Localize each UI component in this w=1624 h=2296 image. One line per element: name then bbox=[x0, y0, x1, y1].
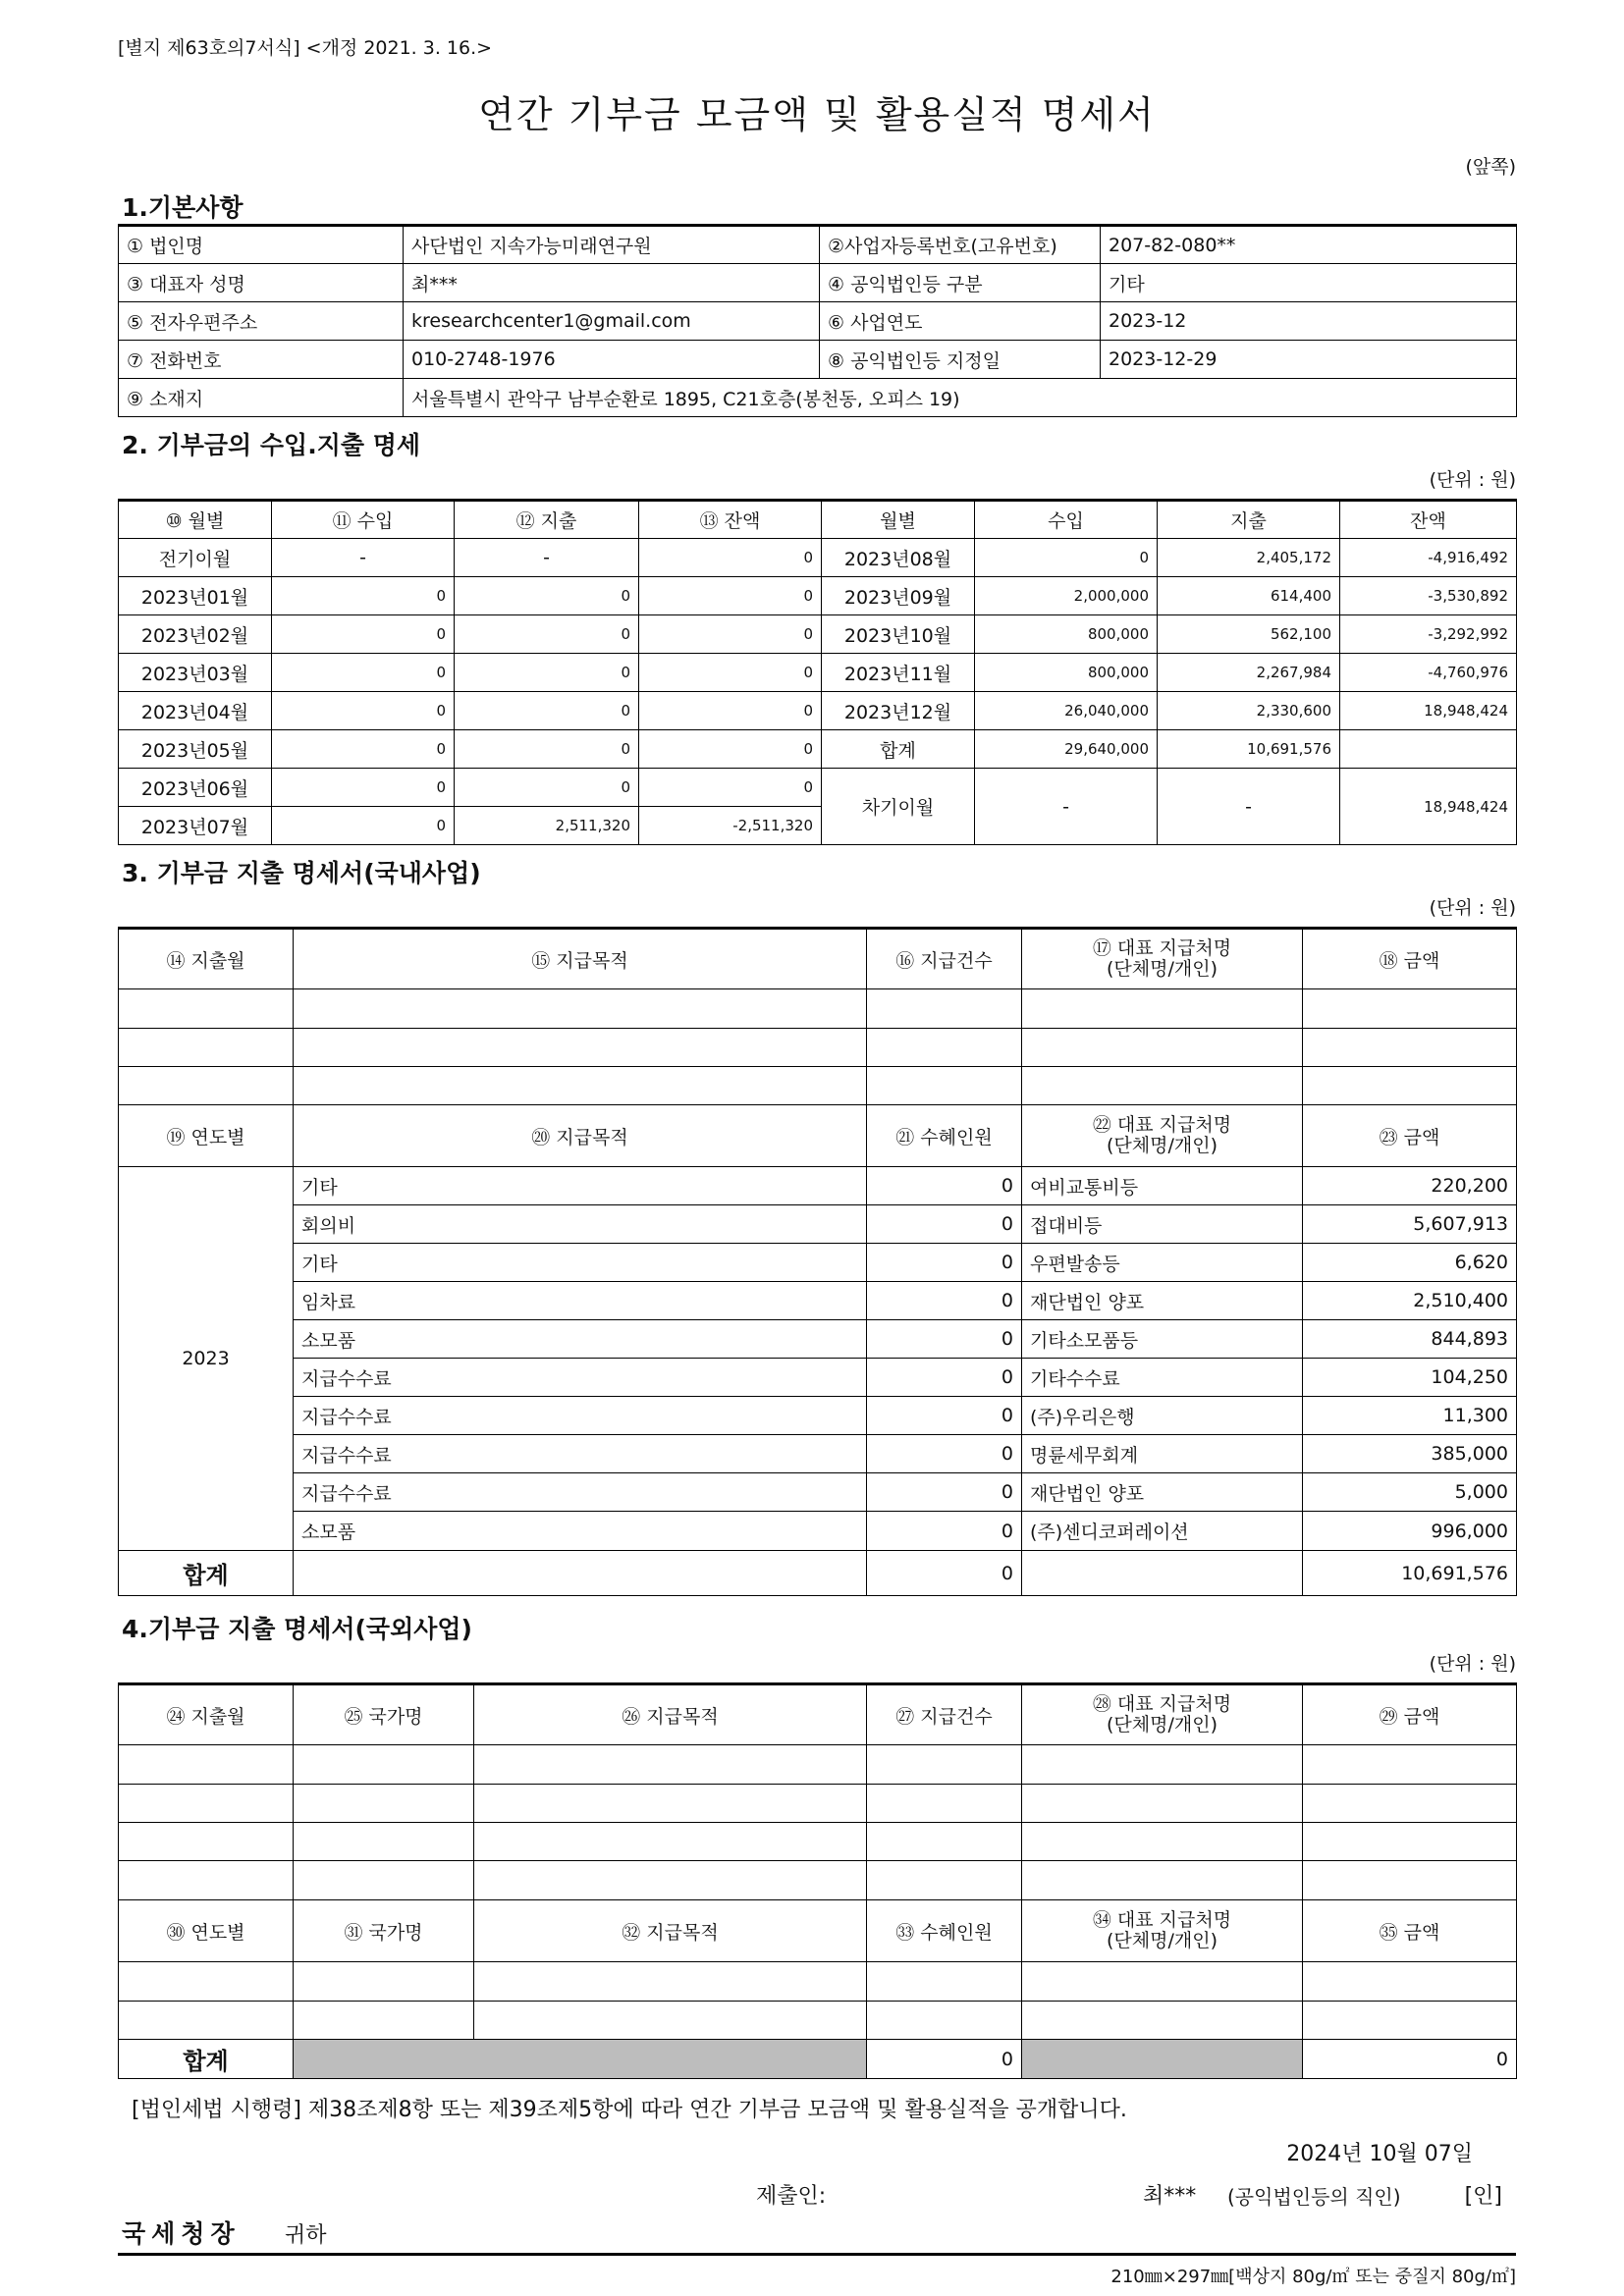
beneficiary-count: 0 bbox=[867, 1473, 1022, 1512]
balance-amount: 18,948,424 bbox=[1340, 692, 1517, 730]
amount-cell: 844,893 bbox=[1303, 1320, 1517, 1359]
income-header: 월별 bbox=[822, 501, 975, 539]
table-row bbox=[119, 1512, 1517, 1551]
payee-cell: 기타소모품등 bbox=[1022, 1320, 1303, 1359]
domestic-header-2-payee-line1: ㉒ 대표 지급처명 bbox=[1092, 1114, 1232, 1137]
domestic-header-2: ⑳ 지급목적 bbox=[294, 1105, 867, 1167]
overseas-header-2-payee-line1: ㉞ 대표 지급처명 bbox=[1092, 1909, 1232, 1932]
expense-amount: 562,100 bbox=[1158, 615, 1340, 654]
overseas-header: ㉔ 지출월 bbox=[119, 1684, 294, 1745]
empty-cell bbox=[1022, 1785, 1303, 1823]
overseas-header-2: ㉛ 국가명 bbox=[294, 1900, 474, 1962]
empty-cell bbox=[119, 1785, 294, 1823]
submitter-name: 최*** bbox=[1143, 2184, 1197, 2209]
empty-cell bbox=[1022, 1745, 1303, 1785]
table-row bbox=[119, 1435, 1517, 1473]
table-row bbox=[119, 1282, 1517, 1320]
balance-amount: -3,530,892 bbox=[1340, 577, 1517, 615]
income-amount: 0 bbox=[975, 539, 1158, 577]
expense-amount: 0 bbox=[455, 692, 639, 730]
section-domestic-title: 3. 기부금 지출 명세서(국내사업) bbox=[122, 859, 481, 887]
empty-cell bbox=[867, 989, 1022, 1029]
income-row bbox=[119, 730, 1517, 769]
address-value: 서울특별시 관악구 남부순환로 1895, C21호층(봉천동, 오피스 19) bbox=[404, 379, 1517, 417]
empty-cell bbox=[119, 1029, 294, 1067]
biz-no-label: ②사업자등록번호(고유번호) bbox=[820, 226, 1101, 264]
overseas-header: ㉖ 지급목적 bbox=[474, 1684, 867, 1745]
amount-cell: 2,510,400 bbox=[1303, 1282, 1517, 1320]
carry-forward-label: 차기이월 bbox=[822, 769, 975, 845]
address-label: ⑨ 소재지 bbox=[119, 379, 404, 417]
empty-cell bbox=[1022, 989, 1303, 1029]
income-amount: 0 bbox=[272, 769, 455, 807]
beneficiary-count: 0 bbox=[867, 1205, 1022, 1244]
overseas-header-payee bbox=[1022, 1684, 1303, 1745]
empty-cell bbox=[1303, 1029, 1517, 1067]
domestic-header-2-payee bbox=[1022, 1105, 1303, 1167]
empty-cell bbox=[867, 1823, 1022, 1861]
email-label: ⑤ 전자우편주소 bbox=[119, 302, 404, 341]
payee-cell: (주)우리은행 bbox=[1022, 1397, 1303, 1435]
empty-cell bbox=[1303, 1823, 1517, 1861]
domestic-header-payee-line1: ⑰ 대표 지급처명 bbox=[1092, 937, 1232, 960]
expense-amount: 614,400 bbox=[1158, 577, 1340, 615]
purpose-cell: 지급수수료 bbox=[294, 1397, 867, 1435]
empty-cell bbox=[474, 2002, 867, 2040]
payee-cell: 우편발송등 bbox=[1022, 1244, 1303, 1282]
seal-mark: [인] bbox=[1464, 2184, 1502, 2209]
domestic-header: ⑮ 지급목적 bbox=[294, 929, 867, 989]
overseas-header: ㉗ 지급건수 bbox=[867, 1684, 1022, 1745]
income-month: 2023년09월 bbox=[822, 577, 975, 615]
overseas-header-2: ㉝ 수혜인원 bbox=[867, 1900, 1022, 1962]
domestic-header: ⑯ 지급건수 bbox=[867, 929, 1022, 989]
balance-amount: -2,511,320 bbox=[639, 807, 822, 845]
domestic-unit: (단위 : 원) bbox=[1429, 897, 1516, 919]
income-row bbox=[119, 539, 1517, 577]
rep-value: 최*** bbox=[404, 264, 820, 302]
income-amount: 0 bbox=[272, 577, 455, 615]
overseas-expense-table bbox=[118, 1682, 1517, 2079]
empty-cell bbox=[1022, 1962, 1303, 2002]
income-amount: 800,000 bbox=[975, 654, 1158, 692]
basic-info-table bbox=[118, 224, 1517, 417]
payee-cell: 기타수수료 bbox=[1022, 1359, 1303, 1397]
overseas-total-shaded bbox=[294, 2040, 867, 2079]
empty-cell bbox=[1303, 1785, 1517, 1823]
income-amount: 26,040,000 bbox=[975, 692, 1158, 730]
income-header: 잔액 bbox=[1340, 501, 1517, 539]
income-amount: 29,640,000 bbox=[975, 730, 1158, 769]
overseas-total-shaded bbox=[1022, 2040, 1303, 2079]
document-title: 연간 기부금 모금액 및 활용실적 명세서 bbox=[478, 93, 1156, 136]
empty-cell bbox=[1022, 1067, 1303, 1105]
empty-cell bbox=[294, 1823, 474, 1861]
bottom-divider bbox=[118, 2253, 1516, 2256]
overseas-header-2: ㉜ 지급목적 bbox=[474, 1900, 867, 1962]
domestic-total-label: 합계 bbox=[119, 1551, 294, 1596]
overseas-unit: (단위 : 원) bbox=[1429, 1653, 1516, 1675]
legal-note: [법인세법 시행령] 제38조제8항 또는 제39조제5항에 따라 연간 기부금 모금액 및 활용실적을 공개합니다. bbox=[132, 2098, 1127, 2122]
empty-cell bbox=[1022, 2002, 1303, 2040]
expense-amount: - bbox=[455, 539, 639, 577]
income-month: 2023년02월 bbox=[119, 615, 272, 654]
empty-cell bbox=[867, 2002, 1022, 2040]
email-value: kresearchcenter1@gmail.com bbox=[404, 302, 820, 341]
income-month: 2023년10월 bbox=[822, 615, 975, 654]
empty-cell bbox=[1303, 1962, 1517, 2002]
empty-cell bbox=[867, 1745, 1022, 1785]
overseas-total-count: 0 bbox=[867, 2040, 1022, 2079]
expense-amount: 0 bbox=[455, 615, 639, 654]
balance-amount: 0 bbox=[639, 539, 822, 577]
submitter-label: 제출인: bbox=[756, 2184, 827, 2209]
table-row bbox=[119, 1320, 1517, 1359]
submitter-role: (공익법인등의 직인) bbox=[1227, 2185, 1401, 2209]
income-month: 전기이월 bbox=[119, 539, 272, 577]
recipient: 국세청장 bbox=[122, 2219, 241, 2248]
table-row bbox=[119, 1473, 1517, 1512]
empty-cell bbox=[1303, 1067, 1517, 1105]
balance-amount: -4,760,976 bbox=[1340, 654, 1517, 692]
empty-cell bbox=[294, 2002, 474, 2040]
carry-forward-expense: - bbox=[1158, 769, 1340, 845]
table-row bbox=[119, 1359, 1517, 1397]
section-income-title: 2. 기부금의 수입.지출 명세 bbox=[122, 431, 421, 459]
domestic-header-2: ㉑ 수혜인원 bbox=[867, 1105, 1022, 1167]
beneficiary-count: 0 bbox=[867, 1512, 1022, 1551]
income-month: 2023년03월 bbox=[119, 654, 272, 692]
overseas-header-2-payee-line2: (단체명/개인) bbox=[1107, 1930, 1218, 1951]
corp-name-label: ① 법인명 bbox=[119, 226, 404, 264]
overseas-header-payee-line1: ㉘ 대표 지급처명 bbox=[1092, 1693, 1232, 1716]
section-overseas-title: 4.기부금 지출 명세서(국외사업) bbox=[122, 1615, 472, 1643]
table-row bbox=[119, 1397, 1517, 1435]
income-row bbox=[119, 654, 1517, 692]
empty-cell bbox=[867, 1029, 1022, 1067]
balance-amount: -4,916,492 bbox=[1340, 539, 1517, 577]
empty-cell bbox=[867, 1861, 1022, 1900]
expense-amount: 10,691,576 bbox=[1158, 730, 1340, 769]
expense-amount: 2,330,600 bbox=[1158, 692, 1340, 730]
empty-cell bbox=[294, 1861, 474, 1900]
domestic-expense-table bbox=[118, 927, 1517, 1596]
overseas-total-label: 합계 bbox=[119, 2040, 294, 2079]
income-month: 합계 bbox=[822, 730, 975, 769]
empty-cell bbox=[1022, 1861, 1303, 1900]
payee-cell: 접대비등 bbox=[1022, 1205, 1303, 1244]
purpose-cell: 지급수수료 bbox=[294, 1473, 867, 1512]
balance-amount bbox=[1340, 730, 1517, 769]
beneficiary-count: 0 bbox=[867, 1435, 1022, 1473]
purpose-cell: 지급수수료 bbox=[294, 1359, 867, 1397]
domestic-total-amount: 10,691,576 bbox=[1303, 1551, 1517, 1596]
phone-value: 010-2748-1976 bbox=[404, 341, 820, 379]
payee-cell: (주)센디코퍼레이션 bbox=[1022, 1512, 1303, 1551]
payee-cell: 명륜세무회계 bbox=[1022, 1435, 1303, 1473]
income-month: 2023년06월 bbox=[119, 769, 272, 807]
amount-cell: 5,000 bbox=[1303, 1473, 1517, 1512]
income-month: 2023년01월 bbox=[119, 577, 272, 615]
empty-cell bbox=[294, 1067, 867, 1105]
domestic-header-payee-line2: (단체명/개인) bbox=[1107, 958, 1218, 980]
form-number: [별지 제63호의7서식] <개정 2021. 3. 16.> bbox=[118, 37, 493, 59]
expense-amount: 0 bbox=[455, 769, 639, 807]
income-amount: 2,000,000 bbox=[975, 577, 1158, 615]
empty-cell bbox=[1022, 1029, 1303, 1067]
balance-amount: 0 bbox=[639, 577, 822, 615]
expense-amount: 0 bbox=[455, 654, 639, 692]
table-row bbox=[119, 1244, 1517, 1282]
year-value: 2023-12 bbox=[1101, 302, 1517, 341]
empty-cell bbox=[867, 1785, 1022, 1823]
amount-cell: 104,250 bbox=[1303, 1359, 1517, 1397]
domestic-header-2: ⑲ 연도별 bbox=[119, 1105, 294, 1167]
beneficiary-count: 0 bbox=[867, 1167, 1022, 1205]
empty-cell bbox=[294, 1029, 867, 1067]
domestic-header-2-payee-line2: (단체명/개인) bbox=[1107, 1135, 1218, 1156]
empty-cell bbox=[119, 1067, 294, 1105]
amount-cell: 996,000 bbox=[1303, 1512, 1517, 1551]
empty-cell bbox=[119, 1823, 294, 1861]
income-row bbox=[119, 615, 1517, 654]
expense-amount: 2,405,172 bbox=[1158, 539, 1340, 577]
income-month: 2023년04월 bbox=[119, 692, 272, 730]
purpose-cell: 기타 bbox=[294, 1244, 867, 1282]
payee-cell: 여비교통비등 bbox=[1022, 1167, 1303, 1205]
total-row bbox=[119, 1551, 1517, 1596]
corp-name-value: 사단법인 지속가능미래연구원 bbox=[404, 226, 820, 264]
empty-cell bbox=[1303, 2002, 1517, 2040]
empty-cell bbox=[119, 989, 294, 1029]
domestic-header-2: ㉓ 금액 bbox=[1303, 1105, 1517, 1167]
empty-cell bbox=[1303, 1745, 1517, 1785]
income-header: 수입 bbox=[975, 501, 1158, 539]
income-row bbox=[119, 577, 1517, 615]
table-row bbox=[119, 1167, 1517, 1205]
page-side-label: (앞쪽) bbox=[1465, 156, 1516, 178]
expense-amount: 2,267,984 bbox=[1158, 654, 1340, 692]
overseas-header-2-payee bbox=[1022, 1900, 1303, 1962]
balance-amount: -3,292,992 bbox=[1340, 615, 1517, 654]
overseas-header: ㉕ 국가명 bbox=[294, 1684, 474, 1745]
purpose-cell: 기타 bbox=[294, 1167, 867, 1205]
empty-cell bbox=[474, 1785, 867, 1823]
amount-cell: 5,607,913 bbox=[1303, 1205, 1517, 1244]
empty-cell bbox=[119, 2002, 294, 2040]
recipient-suffix: 귀하 bbox=[285, 2223, 327, 2248]
empty-cell bbox=[294, 1785, 474, 1823]
paper-spec: 210㎜×297㎜[백상지 80g/㎡ 또는 중질지 80g/㎡] bbox=[1110, 2267, 1516, 2287]
empty-cell bbox=[474, 1962, 867, 2002]
overseas-header-2: ㉚ 연도별 bbox=[119, 1900, 294, 1962]
empty-cell bbox=[294, 1551, 867, 1596]
empty-cell bbox=[867, 1067, 1022, 1105]
income-amount: 800,000 bbox=[975, 615, 1158, 654]
domestic-header-payee bbox=[1022, 929, 1303, 989]
income-header: ⑬ 잔액 bbox=[639, 501, 822, 539]
empty-cell bbox=[1303, 1861, 1517, 1900]
income-month: 2023년05월 bbox=[119, 730, 272, 769]
purpose-cell: 지급수수료 bbox=[294, 1435, 867, 1473]
year-cell: 2023 bbox=[119, 1167, 294, 1551]
expense-amount: 2,511,320 bbox=[455, 807, 639, 845]
payee-cell: 재단법인 양포 bbox=[1022, 1473, 1303, 1512]
overseas-header-payee-line2: (단체명/개인) bbox=[1107, 1714, 1218, 1735]
empty-cell bbox=[119, 1962, 294, 2002]
amount-cell: 220,200 bbox=[1303, 1167, 1517, 1205]
biz-no-value: 207-82-080** bbox=[1101, 226, 1517, 264]
payee-cell: 재단법인 양포 bbox=[1022, 1282, 1303, 1320]
submit-date: 2024년 10월 07일 bbox=[1286, 2142, 1473, 2166]
amount-cell: 6,620 bbox=[1303, 1244, 1517, 1282]
domestic-header: ⑭ 지출월 bbox=[119, 929, 294, 989]
income-month: 2023년12월 bbox=[822, 692, 975, 730]
domestic-header: ⑱ 금액 bbox=[1303, 929, 1517, 989]
income-unit: (단위 : 원) bbox=[1429, 469, 1516, 491]
expense-amount: 0 bbox=[455, 577, 639, 615]
expense-amount: 0 bbox=[455, 730, 639, 769]
income-row bbox=[119, 769, 1517, 807]
overseas-header-2: ㉟ 금액 bbox=[1303, 1900, 1517, 1962]
purpose-cell: 소모품 bbox=[294, 1512, 867, 1551]
empty-cell bbox=[474, 1861, 867, 1900]
income-month: 2023년11월 bbox=[822, 654, 975, 692]
beneficiary-count: 0 bbox=[867, 1282, 1022, 1320]
income-header: ⑫ 지출 bbox=[455, 501, 639, 539]
type-label: ④ 공익법인등 구분 bbox=[820, 264, 1101, 302]
empty-cell bbox=[294, 989, 867, 1029]
income-amount: 0 bbox=[272, 730, 455, 769]
domestic-total-count: 0 bbox=[867, 1551, 1022, 1596]
beneficiary-count: 0 bbox=[867, 1244, 1022, 1282]
empty-cell bbox=[119, 1861, 294, 1900]
beneficiary-count: 0 bbox=[867, 1320, 1022, 1359]
balance-amount: 0 bbox=[639, 654, 822, 692]
income-header: ⑪ 수입 bbox=[272, 501, 455, 539]
carry-forward-income: - bbox=[975, 769, 1158, 845]
type-value: 기타 bbox=[1101, 264, 1517, 302]
designated-label: ⑧ 공익법인등 지정일 bbox=[820, 341, 1101, 379]
empty-cell bbox=[1022, 1823, 1303, 1861]
purpose-cell: 회의비 bbox=[294, 1205, 867, 1244]
rep-label: ③ 대표자 성명 bbox=[119, 264, 404, 302]
table-row bbox=[119, 1205, 1517, 1244]
empty-cell bbox=[1022, 1551, 1303, 1596]
beneficiary-count: 0 bbox=[867, 1397, 1022, 1435]
income-expense-table bbox=[118, 499, 1517, 845]
year-label: ⑥ 사업연도 bbox=[820, 302, 1101, 341]
amount-cell: 385,000 bbox=[1303, 1435, 1517, 1473]
balance-amount: 0 bbox=[639, 769, 822, 807]
empty-cell bbox=[294, 1745, 474, 1785]
empty-cell bbox=[294, 1962, 474, 2002]
income-header: 지출 bbox=[1158, 501, 1340, 539]
income-row bbox=[119, 692, 1517, 730]
income-header: ⑩ 월별 bbox=[119, 501, 272, 539]
empty-cell bbox=[474, 1745, 867, 1785]
carry-forward-balance: 18,948,424 bbox=[1340, 769, 1517, 845]
amount-cell: 11,300 bbox=[1303, 1397, 1517, 1435]
empty-cell bbox=[474, 1823, 867, 1861]
income-amount: 0 bbox=[272, 615, 455, 654]
balance-amount: 0 bbox=[639, 692, 822, 730]
income-month: 2023년08월 bbox=[822, 539, 975, 577]
purpose-cell: 소모품 bbox=[294, 1320, 867, 1359]
empty-cell bbox=[867, 1962, 1022, 2002]
income-amount: 0 bbox=[272, 654, 455, 692]
designated-value: 2023-12-29 bbox=[1101, 341, 1517, 379]
income-month: 2023년07월 bbox=[119, 807, 272, 845]
phone-label: ⑦ 전화번호 bbox=[119, 341, 404, 379]
overseas-total-amount: 0 bbox=[1303, 2040, 1517, 2079]
purpose-cell: 임차료 bbox=[294, 1282, 867, 1320]
income-amount: 0 bbox=[272, 807, 455, 845]
section-basic-title: 1.기본사항 bbox=[122, 193, 244, 222]
income-amount: - bbox=[272, 539, 455, 577]
empty-cell bbox=[1303, 989, 1517, 1029]
balance-amount: 0 bbox=[639, 730, 822, 769]
empty-cell bbox=[119, 1745, 294, 1785]
balance-amount: 0 bbox=[639, 615, 822, 654]
overseas-header: ㉙ 금액 bbox=[1303, 1684, 1517, 1745]
beneficiary-count: 0 bbox=[867, 1359, 1022, 1397]
income-amount: 0 bbox=[272, 692, 455, 730]
